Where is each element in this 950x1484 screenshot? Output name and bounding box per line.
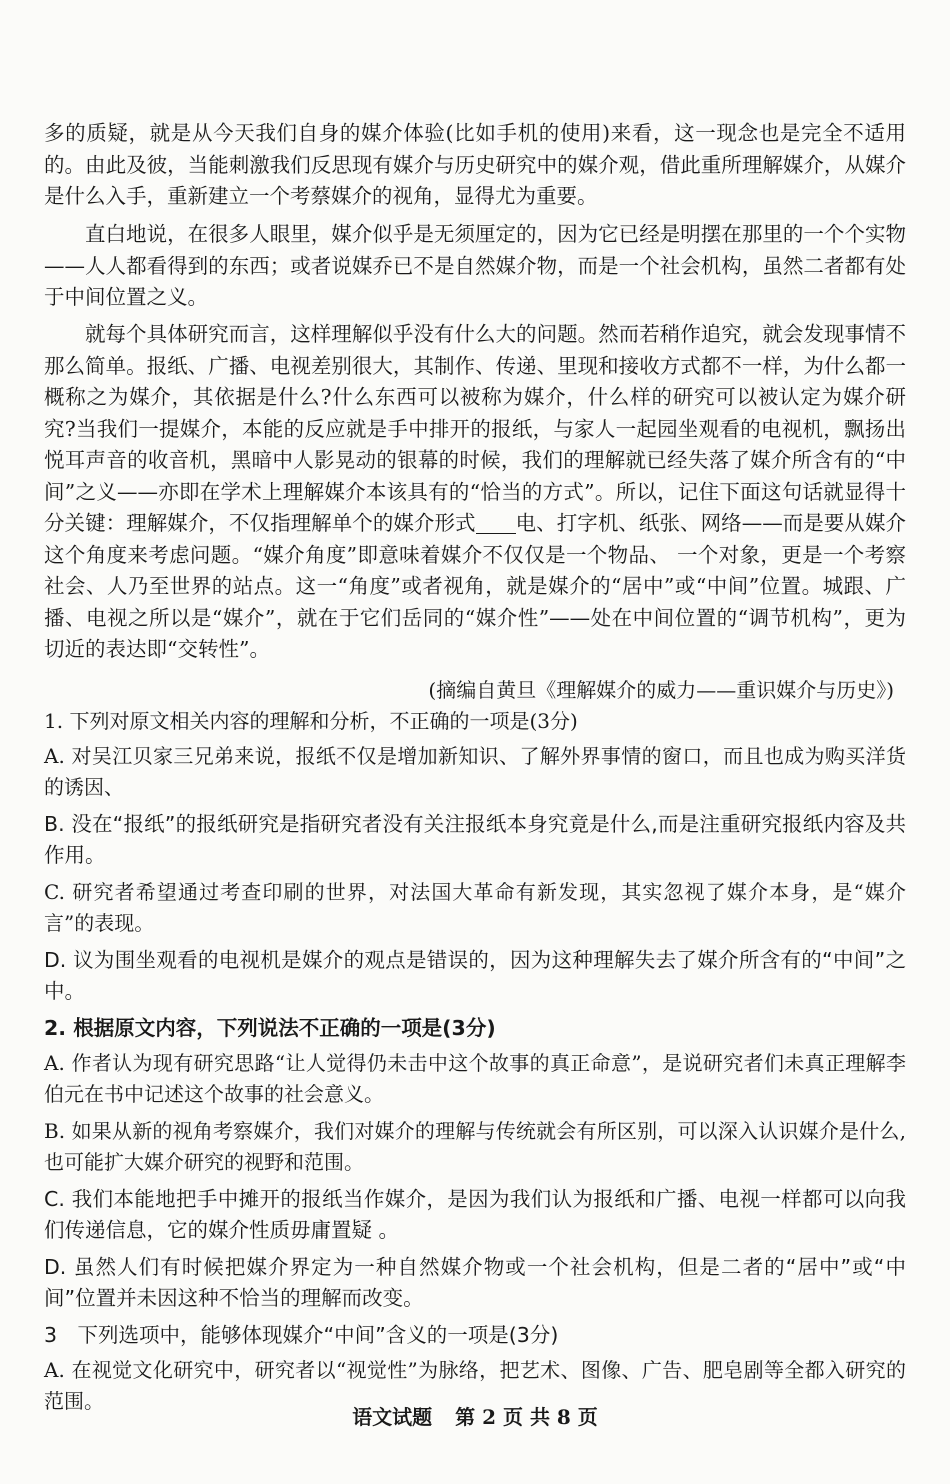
- question-3-stem: 3 下列选项中，能够体现媒介“中间”含义的一项是(3分): [44, 1323, 559, 1347]
- passage-paragraph-3: [44, 319, 906, 666]
- footer-subject: 语文试题: [352, 1405, 433, 1429]
- passage-paragraph-3-part-1: 就每个具体研究而言，这样理解似乎没有什么大的问题。然而若稍作追究，就会发现事情不那么简单。报纸、广播、电视差别很大，其制作、传递、里现和接收方式都不一样，为什么都一概称之为媒介，其依据是什么?什么东西可以被称为媒介，什么样的研究可以被认定为媒介研究?当我们一提媒介，本能的反应就是手中排开的报纸，与家人一起园坐观看的电视机，飘扬出悦耳声音的收音机，黑暗中人影晃动的银幕的时候，我们的理解就已经失落了媒介所含有的“中间”之义——亦即在学术上理解媒介本该具有的“恰当的方式”。所以，记住下面这句话就显得十分关键：理解媒介，不仅指理解单个的媒介形式: [44, 322, 906, 535]
- fill-blank: [476, 513, 516, 535]
- question-1-option-c: C. 研究者希望通过考查印刷的世界，对法国大革命有新发现，其实忽视了媒介本身，是“媒介言”的表现。: [44, 880, 906, 935]
- question-1-stem: 1. 下列对原文相关内容的理解和分析，不正确的一项是(3分): [44, 709, 578, 733]
- passage-paragraph-1: 多的质疑，就是从今天我们自身的媒介体验(比如手机的使用)来看，这一现念也是完全不适用的。由此及彼，当能刺激我们反思现有媒介与历史研究中的媒介观，借此重所理解媒介，从媒介是什么入手，重新建立一个考蔡媒介的视角，显得尤为重要。: [44, 121, 906, 208]
- question-2-option-b: B. 如果从新的视角考察媒介，我们对媒介的理解与传统就会有所区别，可以深入认识媒介是什么,也可能扩大媒介研究的视野和范围。: [44, 1119, 906, 1174]
- passage-paragraph-3-part-2: 电、打字机、纸张、网络——而是要从媒介这个角度来考虑问题。“媒介角度”即意味着媒介不仅仅是一个物品、 一个对象，更是一个考察社会、人乃至世界的站点。这一“角度”或者视角，就是媒介的“居中”或“中间”位置。城跟、广播、电视之所以是“媒介”，就在于它们岳同的“媒介性”——处在中间位置的“调节机构”，更为切近的表达即“交转性”。: [44, 511, 907, 661]
- source-citation: (摘编自黄旦《理解媒介的威力——重识媒介与历史》): [428, 678, 894, 702]
- question-1-option-d: D. 议为围坐观看的电视机是媒介的观点是错误的，因为这种理解失去了媒介所含有的“中间”之中。: [44, 948, 906, 1003]
- question-2-option-a: A. 作者认为现有研究思路“让人觉得仍未击中这个故事的真正命意”，是说研究者们未真正理解李伯元在书中记述这个故事的社会意义。: [44, 1051, 906, 1106]
- question-2-option-d: D. 虽然人们有时候把媒介界定为一种自然媒介物或一个社会机构，但是二者的“居中”或“中间”位置并未因这种不恰当的理解而改变。: [44, 1255, 906, 1310]
- question-1-option-b: B. 没在“报纸”的报纸研究是指研究者没有关注报纸本身究竟是什么,而是注重研究报纸内容及共作用。: [44, 812, 906, 867]
- footer-page-number: 第 2 页 共 8 页: [455, 1405, 598, 1429]
- passage-paragraph-2: 直白地说，在很多人眼里，媒介似乎是无须厘定的，因为它已经是明摆在那里的一个个实物——人人都看得到的东西；或者说媒乔已不是自然媒介物，而是一个社会机构，虽然二者都有处于中间位置之义。: [44, 222, 906, 309]
- questions-section: [44, 706, 906, 1417]
- question-2-option-c: C. 我们本能地把手中摊开的报纸当作媒介，是因为我们认为报纸和广播、电视一样都可以向我们传递信息，它的媒介性质毋庸置疑 。: [44, 1187, 906, 1242]
- page-footer: [0, 1402, 950, 1432]
- question-3-option-a: A. 在视觉文化研究中，研究者以“视觉性”为脉络，把艺术、图像、广告、肥皂剧等全都入研究的范围。: [44, 1358, 906, 1413]
- question-1-option-a: A. 对吴江贝家三兄弟来说，报纸不仅是增加新知识、了解外界事情的窗口，而且也成为购买洋货的诱因、: [44, 744, 906, 799]
- question-2-stem: 2. 根据原文内容，下列说法不正确的一项是(3分): [44, 1016, 496, 1040]
